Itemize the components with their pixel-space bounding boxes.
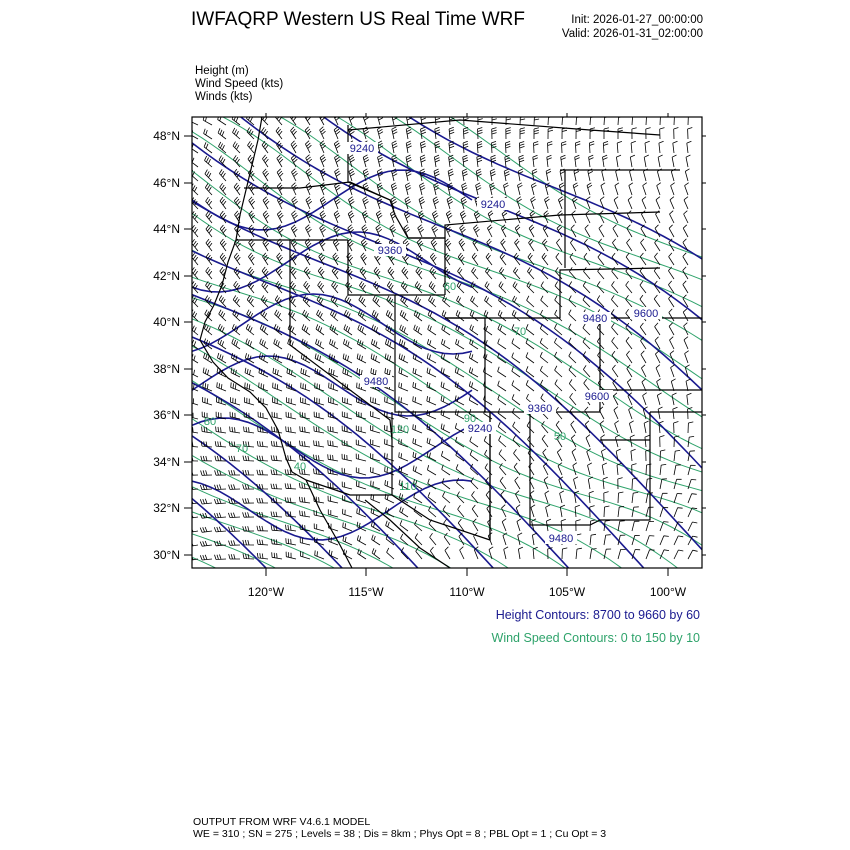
height-contour-label: 9480 [548, 533, 574, 545]
model-info [193, 816, 606, 840]
speed-contour-label: 120 [390, 424, 410, 436]
speed-contour-label: 70 [513, 326, 527, 338]
speed-contour-label: 60 [443, 281, 457, 293]
lat-label: 46°N [153, 176, 180, 190]
lat-label: 30°N [153, 548, 180, 562]
run-times [562, 13, 703, 41]
lon-label: 115°W [348, 585, 384, 599]
lat-label: 48°N [153, 129, 180, 143]
lon-label: 120°W [247, 585, 285, 599]
lon-label: 105°W [548, 585, 586, 599]
speed-contour-label: 50 [553, 431, 567, 443]
model-config: WE = 310 ; SN = 275 ; Levels = 38 ; Dis = 8km ; Phys Opt = 8 ; PBL Opt = 1 ; Cu Opt = 3 [193, 828, 607, 840]
map-title: IWFAQRP Western US Real Time WRF [191, 9, 525, 30]
height-contour-label: 9240 [349, 143, 375, 155]
field-list [195, 65, 283, 104]
field-wind-speed: Wind Speed (kts) [195, 78, 284, 90]
lat-label: 44°N [153, 222, 180, 236]
height-contour-label: 9600 [584, 391, 610, 403]
wind-speed-contour-legend: Wind Speed Contours: 0 to 150 by 10 [491, 631, 700, 645]
speed-contour-label: 40 [293, 461, 307, 473]
lat-label: 34°N [153, 455, 180, 469]
speed-contour-label: 70 [235, 443, 249, 455]
height-contour-label: 9480 [582, 313, 608, 325]
lat-label: 40°N [153, 315, 180, 329]
height-contour-label: 9600 [633, 308, 659, 320]
speed-contour-label: 90 [463, 413, 477, 425]
height-contour-label: 9360 [527, 403, 553, 415]
weather-map [150, 105, 710, 615]
lon-label: 110°W [449, 585, 485, 599]
valid-time: Valid: 2026-01-31_02:00:00 [561, 28, 703, 40]
lat-label: 42°N [153, 269, 180, 283]
height-contour-legend: Height Contours: 8700 to 9660 by 60 [495, 608, 700, 622]
speed-contour-label: 80 [203, 416, 217, 428]
init-time: Init: 2026-01-27_00:00:00 [571, 14, 703, 26]
height-contour-label: 9480 [363, 376, 389, 388]
height-contour-label: 9360 [377, 245, 403, 257]
lat-label: 36°N [153, 408, 180, 422]
speed-contour-label: 110 [399, 481, 417, 493]
height-contour-label: 9240 [480, 199, 506, 211]
lat-label: 32°N [153, 501, 180, 515]
model-version: OUTPUT FROM WRF V4.6.1 MODEL [193, 816, 371, 828]
height-contour-label: 9240 [467, 423, 493, 435]
field-height: Height (m) [195, 65, 249, 77]
field-winds: Winds (kts) [195, 91, 253, 103]
lon-label: 100°W [649, 585, 687, 599]
lat-label: 38°N [153, 362, 180, 376]
